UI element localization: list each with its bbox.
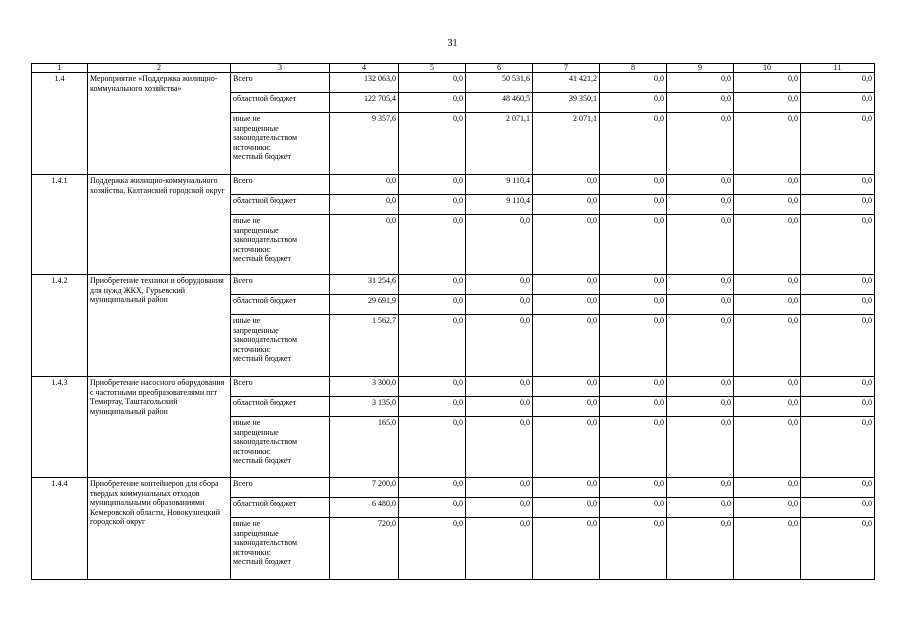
source-other-line: источники:: [233, 446, 271, 456]
item-code: 1.4.1: [32, 175, 88, 275]
item-code: 1.4.2: [32, 275, 88, 377]
value-cell: 0,0: [600, 275, 667, 295]
value-cell: 0,0: [466, 518, 533, 580]
value-cell: 0,0: [734, 215, 801, 275]
value-cell: 39 350,1: [533, 93, 600, 113]
value-cell: 0,0: [600, 315, 667, 377]
source-other-label: [231, 417, 330, 478]
value-cell: 0,0: [734, 498, 801, 518]
value-cell: 50 531,6: [466, 73, 533, 93]
source-other-lines: [233, 316, 327, 364]
value-cell: 0,0: [399, 275, 466, 295]
value-cell: 0,0: [399, 93, 466, 113]
source-other-line: запрещенные: [233, 528, 279, 538]
value-cell: 0,0: [667, 93, 734, 113]
value-cell: 0,0: [734, 518, 801, 580]
value-cell: 0,0: [667, 195, 734, 215]
source-total-label: Всего: [231, 478, 330, 498]
value-cell: 9 357,6: [330, 113, 399, 175]
value-cell: 0,0: [533, 478, 600, 498]
source-local-label: местный бюджет: [233, 354, 291, 363]
source-other-line: иные не: [233, 418, 261, 427]
value-cell: 0,0: [667, 377, 734, 397]
value-cell: 0,0: [466, 478, 533, 498]
value-cell: 0,0: [734, 175, 801, 195]
value-cell: 0,0: [533, 175, 600, 195]
source-regional-label: областной бюджет: [231, 295, 330, 315]
value-cell: 0,0: [533, 195, 600, 215]
value-cell: 0,0: [801, 315, 875, 377]
value-cell: 0,0: [801, 175, 875, 195]
source-other-line: иные не: [233, 519, 261, 528]
source-other-line: запрещенные: [233, 123, 279, 133]
value-cell: 0,0: [801, 195, 875, 215]
source-other-line: законодательством: [233, 538, 298, 547]
value-cell: 720,0: [330, 518, 399, 580]
source-regional-label: областной бюджет: [231, 195, 330, 215]
value-cell: 0,0: [466, 215, 533, 275]
value-cell: 0,0: [466, 315, 533, 377]
value-cell: 0,0: [734, 113, 801, 175]
value-cell: 0,0: [801, 518, 875, 580]
table-row: [32, 478, 875, 498]
item-name: Приобретение контейнеров для сбора твердых коммунальных отходов муниципальными образованиями Кемеровской области, Новокузнецкий городской округ: [88, 478, 231, 580]
header-cell: 6: [466, 64, 533, 73]
header-cell: 9: [667, 64, 734, 73]
header-cell: 1: [32, 64, 88, 73]
budget-table: [31, 63, 875, 580]
item-code: 1.4: [32, 73, 88, 175]
value-cell: 0,0: [533, 498, 600, 518]
value-cell: 0,0: [399, 518, 466, 580]
value-cell: 0,0: [399, 195, 466, 215]
value-cell: 0,0: [399, 73, 466, 93]
value-cell: 0,0: [801, 498, 875, 518]
value-cell: 31 254,6: [330, 275, 399, 295]
value-cell: 0,0: [466, 417, 533, 478]
value-cell: 0,0: [667, 315, 734, 377]
source-other-line: иные не: [233, 114, 261, 123]
value-cell: 0,0: [399, 417, 466, 478]
value-cell: 0,0: [667, 498, 734, 518]
value-cell: 0,0: [600, 417, 667, 478]
value-cell: 0,0: [667, 397, 734, 417]
value-cell: 3 135,0: [330, 397, 399, 417]
value-cell: 0,0: [801, 113, 875, 175]
value-cell: 0,0: [734, 275, 801, 295]
value-cell: 0,0: [533, 518, 600, 580]
value-cell: 0,0: [533, 275, 600, 295]
value-cell: 0,0: [533, 315, 600, 377]
value-cell: 0,0: [600, 73, 667, 93]
value-cell: 0,0: [667, 275, 734, 295]
item-name: Мероприятие «Поддержка жилищно-коммунального хозяйства»: [88, 73, 231, 175]
item-code: 1.4.4: [32, 478, 88, 580]
value-cell: 0,0: [533, 215, 600, 275]
item-name: Приобретение техники и оборудования для нужд ЖКХ, Гурьевский муниципальный район: [88, 275, 231, 377]
source-other-line: законодательством: [233, 235, 298, 244]
value-cell: 0,0: [667, 215, 734, 275]
value-cell: 0,0: [801, 397, 875, 417]
value-cell: 9 110,4: [466, 195, 533, 215]
value-cell: 0,0: [330, 215, 399, 275]
source-other-line: источники:: [233, 547, 271, 557]
value-cell: 0,0: [466, 377, 533, 397]
item-code: 1.4.3: [32, 377, 88, 478]
header-row: [32, 64, 875, 73]
header-cell: 8: [600, 64, 667, 73]
value-cell: 0,0: [466, 295, 533, 315]
value-cell: 0,0: [466, 275, 533, 295]
value-cell: 0,0: [600, 175, 667, 195]
value-cell: 0,0: [734, 397, 801, 417]
source-other-lines: [233, 418, 327, 466]
value-cell: 0,0: [600, 195, 667, 215]
value-cell: 0,0: [600, 93, 667, 113]
source-other-lines: [233, 519, 327, 567]
source-local-label: местный бюджет: [233, 557, 291, 566]
value-cell: 122 705,4: [330, 93, 399, 113]
value-cell: 0,0: [734, 478, 801, 498]
value-cell: 0,0: [600, 295, 667, 315]
value-cell: 0,0: [533, 295, 600, 315]
value-cell: 0,0: [734, 295, 801, 315]
value-cell: 0,0: [734, 93, 801, 113]
value-cell: 0,0: [533, 377, 600, 397]
header-cell: 4: [330, 64, 399, 73]
source-total-label: Всего: [231, 73, 330, 93]
value-cell: 0,0: [600, 478, 667, 498]
header-cell: 3: [231, 64, 330, 73]
value-cell: 0,0: [801, 377, 875, 397]
value-cell: 0,0: [600, 397, 667, 417]
table-row: [32, 377, 875, 397]
value-cell: 3 300,0: [330, 377, 399, 397]
value-cell: 0,0: [801, 417, 875, 478]
source-other-line: иные не: [233, 216, 261, 225]
value-cell: 0,0: [600, 377, 667, 397]
source-other-line: запрещенные: [233, 427, 279, 437]
value-cell: 0,0: [734, 377, 801, 397]
value-cell: 0,0: [734, 195, 801, 215]
value-cell: 0,0: [600, 215, 667, 275]
source-local-label: местный бюджет: [233, 456, 291, 465]
value-cell: 165,0: [330, 417, 399, 478]
value-cell: 0,0: [399, 113, 466, 175]
source-other-line: законодательством: [233, 335, 298, 344]
value-cell: 0,0: [667, 113, 734, 175]
source-regional-label: областной бюджет: [231, 397, 330, 417]
value-cell: 6 480,0: [330, 498, 399, 518]
source-regional-label: областной бюджет: [231, 498, 330, 518]
source-total-label: Всего: [231, 175, 330, 195]
header-cell: 2: [88, 64, 231, 73]
value-cell: 0,0: [801, 295, 875, 315]
value-cell: 7 200,0: [330, 478, 399, 498]
source-other-label: [231, 315, 330, 377]
item-name: Приобретение насосного оборудования с частотными преобразователями пгт Темиртау, Таштагольский муниципальный район: [88, 377, 231, 478]
header-cell: 5: [399, 64, 466, 73]
source-other-line: источники:: [233, 142, 271, 152]
value-cell: 0,0: [667, 417, 734, 478]
value-cell: 0,0: [399, 215, 466, 275]
value-cell: 2 071,1: [533, 113, 600, 175]
value-cell: 2 071,1: [466, 113, 533, 175]
source-other-line: законодательством: [233, 437, 298, 446]
value-cell: 0,0: [734, 73, 801, 93]
value-cell: 0,0: [330, 175, 399, 195]
value-cell: 0,0: [399, 397, 466, 417]
page-number: 31: [447, 38, 458, 49]
value-cell: 9 110,4: [466, 175, 533, 195]
source-total-label: Всего: [231, 275, 330, 295]
header-cell: 7: [533, 64, 600, 73]
value-cell: 0,0: [533, 397, 600, 417]
value-cell: 0,0: [801, 73, 875, 93]
value-cell: 0,0: [399, 295, 466, 315]
value-cell: 0,0: [330, 195, 399, 215]
source-other-lines: [233, 216, 327, 264]
value-cell: 0,0: [399, 175, 466, 195]
header-cell: 10: [734, 64, 801, 73]
source-other-line: запрещенные: [233, 225, 279, 235]
source-other-lines: [233, 114, 327, 162]
value-cell: 0,0: [667, 295, 734, 315]
table-row: [32, 275, 875, 295]
value-cell: 0,0: [801, 93, 875, 113]
value-cell: 0,0: [667, 478, 734, 498]
value-cell: 0,0: [399, 377, 466, 397]
source-other-label: [231, 518, 330, 580]
source-regional-label: областной бюджет: [231, 93, 330, 113]
item-name: Поддержка жилищно-коммунального хозяйства, Калтанский городской округ: [88, 175, 231, 275]
value-cell: 29 691,9: [330, 295, 399, 315]
value-cell: 132 063,0: [330, 73, 399, 93]
source-other-line: запрещенные: [233, 325, 279, 335]
source-other-label: [231, 215, 330, 275]
value-cell: 48 460,5: [466, 93, 533, 113]
source-other-line: источники:: [233, 344, 271, 354]
source-other-line: законодательством: [233, 133, 298, 142]
value-cell: 0,0: [667, 175, 734, 195]
value-cell: 0,0: [801, 478, 875, 498]
value-cell: 0,0: [600, 498, 667, 518]
value-cell: 0,0: [667, 73, 734, 93]
value-cell: 0,0: [801, 215, 875, 275]
value-cell: 0,0: [801, 275, 875, 295]
value-cell: 0,0: [466, 498, 533, 518]
value-cell: 0,0: [734, 417, 801, 478]
value-cell: 0,0: [399, 315, 466, 377]
source-other-line: источники:: [233, 244, 271, 254]
source-other-label: [231, 113, 330, 175]
source-total-label: Всего: [231, 377, 330, 397]
table-row: [32, 175, 875, 195]
header-cell: 11: [801, 64, 875, 73]
source-local-label: местный бюджет: [233, 152, 291, 161]
value-cell: 0,0: [466, 397, 533, 417]
source-local-label: местный бюджет: [233, 254, 291, 263]
value-cell: 0,0: [399, 478, 466, 498]
value-cell: 1 562,7: [330, 315, 399, 377]
value-cell: 41 421,2: [533, 73, 600, 93]
source-other-line: иные не: [233, 316, 261, 325]
value-cell: 0,0: [399, 498, 466, 518]
table-row: [32, 73, 875, 93]
value-cell: 0,0: [734, 315, 801, 377]
value-cell: 0,0: [600, 113, 667, 175]
value-cell: 0,0: [533, 417, 600, 478]
value-cell: 0,0: [667, 518, 734, 580]
value-cell: 0,0: [600, 518, 667, 580]
